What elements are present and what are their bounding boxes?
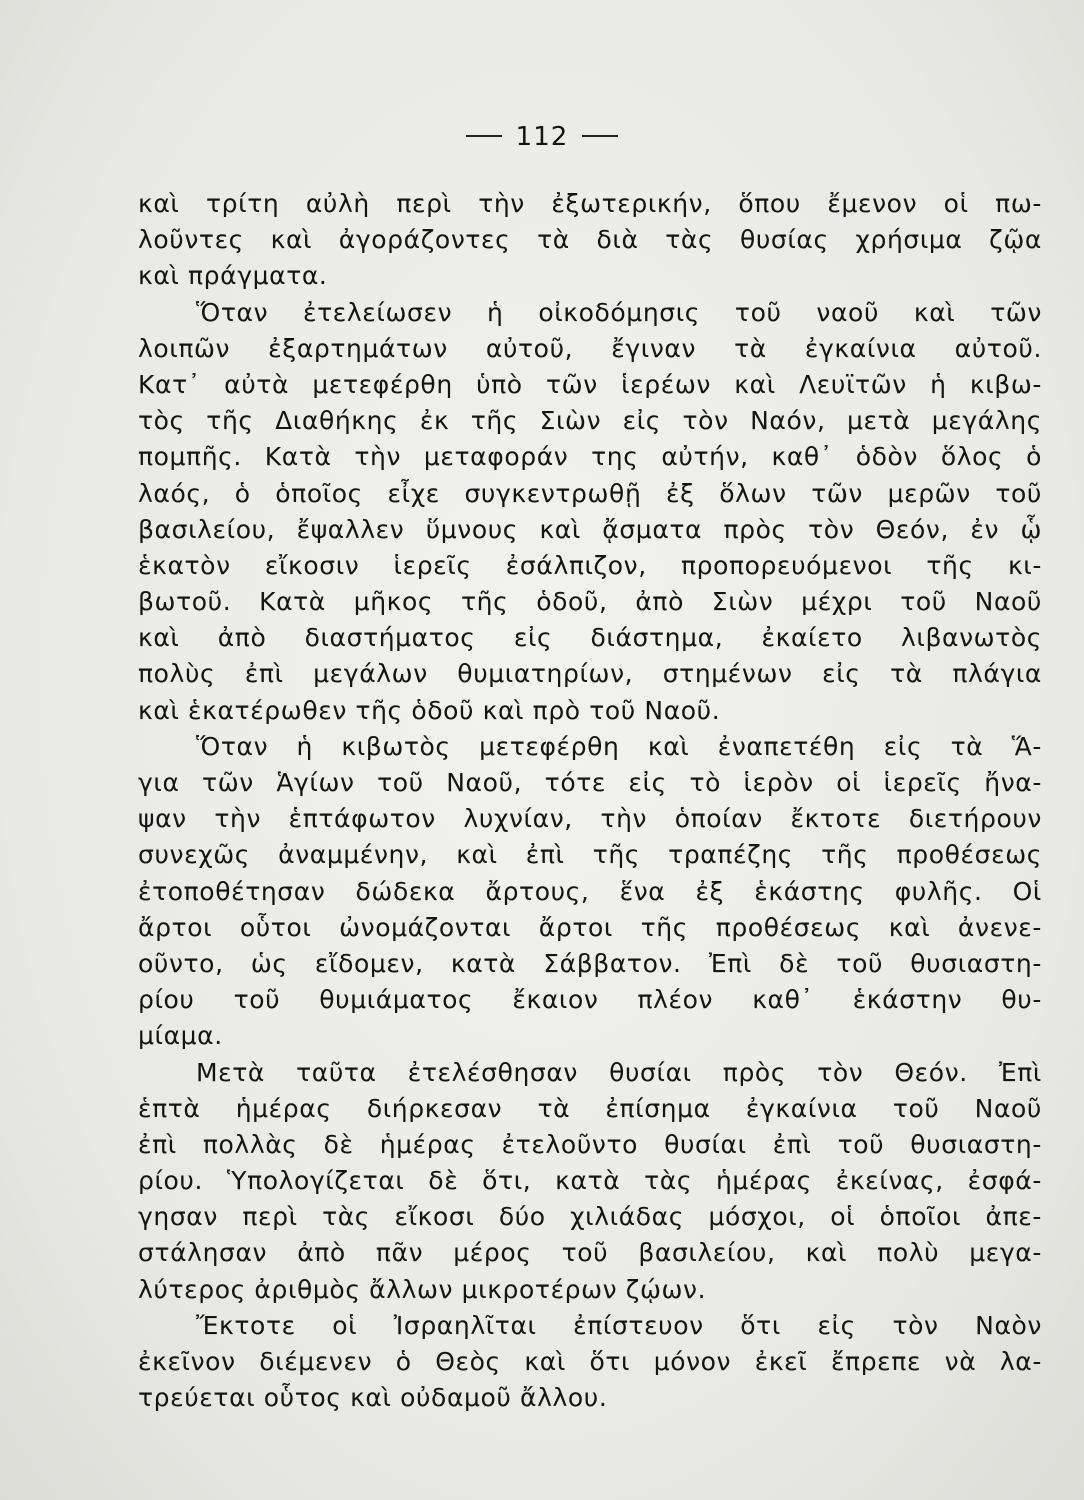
text-line: τρεύεται οὗτος καὶ οὐδαμοῦ ἄλλου. bbox=[138, 1383, 608, 1413]
text-line: ρίου. Ὑπολογίζεται δὲ ὅτι, κατὰ τὰς ἡμέρας ἐκείνας, ἐσφά- bbox=[138, 1166, 1042, 1196]
text-line: συνεχῶς ἀναμμένην, καὶ ἐπὶ τῆς τραπέζης τῆς προθέσεως bbox=[138, 840, 1042, 870]
text-line: ἄρτοι οὗτοι ὠνομάζονται ἄρτοι τῆς προθέσεως καὶ ἀνενε- bbox=[138, 912, 1042, 942]
text-line: ἐκεῖνον διέμενεν ὁ Θεὸς καὶ ὅτι μόνον ἐκεῖ ἔπρεπε νὰ λα- bbox=[138, 1347, 1042, 1376]
text-line: για τῶν Ἁγίων τοῦ Ναοῦ, τότε εἰς τὸ ἱερὸν οἱ ἱερεῖς ἤνα- bbox=[138, 768, 1042, 797]
text-line: λοιπῶν ἐξαρτημάτων αὐτοῦ, ἔγιναν τὰ ἐγκαίνια αὐτοῦ. bbox=[138, 333, 1042, 363]
page-header bbox=[0, 122, 1084, 152]
text-line: οῦντο, ὡς εἴδομεν, κατὰ Σάββατον. Ἐπὶ δὲ τοῦ θυσιαστη- bbox=[138, 948, 1042, 978]
text-line: Ἔκτοτε οἱ Ἰσραηλῖται ἐπίστευον ὅτι εἰς τὸν Ναὸν bbox=[196, 1310, 1042, 1340]
text-line: βασιλείου, ἔψαλλεν ὕμνους καὶ ᾄσματα πρὸς τὸν Θεόν, ἐν ᾧ bbox=[138, 514, 1042, 544]
page-body-text bbox=[138, 186, 1042, 1416]
text-line: Ὅταν ἡ κιβωτὸς μετεφέρθη καὶ ἐναπετέθη εἰς τὰ Ἅ- bbox=[196, 731, 1042, 761]
text-line: μίαμα. bbox=[138, 1021, 223, 1051]
text-line: ἐτοποθέτησαν δώδεκα ἄρτους, ἕνα ἐξ ἑκάστης φυλῆς. Οἱ bbox=[138, 876, 1042, 906]
text-line: πομπῆς. Κατὰ τὴν μεταφοράν της αὐτήν, καθ᾽ ὁδὸν ὅλος ὁ bbox=[138, 442, 1042, 472]
text-line: ἐπὶ πολλὰς δὲ ἡμέρας ἐτελοῦντο θυσίαι ἐπὶ τοῦ θυσιαστη- bbox=[138, 1129, 1042, 1159]
text-line: λαός, ὁ ὁποῖος εἶχε συγκεντρωθῇ ἐξ ὅλων τῶν μερῶν τοῦ bbox=[138, 478, 1042, 508]
text-line: λύτερος ἀριθμὸς ἄλλων μικροτέρων ζῴων. bbox=[138, 1274, 707, 1304]
text-line: καὶ ἀπὸ διαστήματος εἰς διάστημα, ἐκαίετο λιβανωτὸς bbox=[138, 623, 1042, 653]
text-line: βωτοῦ. Κατὰ μῆκος τῆς ὁδοῦ, ἀπὸ Σιὼν μέχρι τοῦ Ναοῦ bbox=[138, 587, 1042, 617]
header-dash-right bbox=[582, 135, 618, 137]
text-line: ἑπτὰ ἡμέρας διήρκεσαν τὰ ἐπίσημα ἐγκαίνια τοῦ Ναοῦ bbox=[138, 1093, 1042, 1123]
text-line: ρίου τοῦ θυμιάματος ἔκαιον πλέον καθ᾽ ἑκάστην θυ- bbox=[138, 985, 1042, 1015]
text-line: Ὅταν ἐτελείωσεν ἡ οἰκοδόμησις τοῦ ναοῦ καὶ τῶν bbox=[196, 297, 1042, 327]
text-line: καὶ τρίτη αὐλὴ περὶ τὴν ἐξωτερικήν, ὅπου ἔμενον οἱ πω- bbox=[138, 189, 1042, 218]
text-line: ψαν τὴν ἑπτάφωτον λυχνίαν, τὴν ὁποίαν ἔκτοτε διετήρουν bbox=[138, 804, 1042, 834]
text-line: λοῦντες καὶ ἀγοράζοντες τὰ διὰ τὰς θυσίας χρήσιμα ζῷα bbox=[138, 225, 1042, 255]
text-line: τὸς τῆς Διαθήκης ἐκ τῆς Σιὼν εἰς τὸν Ναόν, μετὰ μεγάλης bbox=[138, 406, 1042, 436]
text-line: Κατ᾽ αὐτὰ μετεφέρθη ὑπὸ τῶν ἱερέων καὶ Λευϊτῶν ἡ κιβω- bbox=[138, 369, 1042, 399]
text-line: καὶ πράγματα. bbox=[138, 261, 328, 291]
text-line: στάλησαν ἀπὸ πᾶν μέρος τοῦ βασιλείου, καὶ πολὺ μεγα- bbox=[138, 1238, 1042, 1268]
text-line: ἑκατὸν εἴκοσιν ἱερεῖς ἐσάλπιζον, προπορευόμενοι τῆς κι- bbox=[138, 550, 1042, 580]
text-line: Μετὰ ταῦτα ἐτελέσθησαν θυσίαι πρὸς τὸν Θεόν. Ἐπὶ bbox=[196, 1057, 1042, 1087]
text-line: πολὺς ἐπὶ μεγάλων θυμιατηρίων, στημένων εἰς τὰ πλάγια bbox=[138, 659, 1042, 689]
header-dash-left bbox=[466, 135, 502, 137]
text-line: γησαν περὶ τὰς εἴκοσι δύο χιλιάδας μόσχοι, οἱ ὁποῖοι ἀπε- bbox=[138, 1202, 1042, 1232]
page-number: 112 bbox=[515, 122, 569, 152]
text-line: καὶ ἑκατέρωθεν τῆς ὁδοῦ καὶ πρὸ τοῦ Ναοῦ. bbox=[138, 695, 721, 725]
